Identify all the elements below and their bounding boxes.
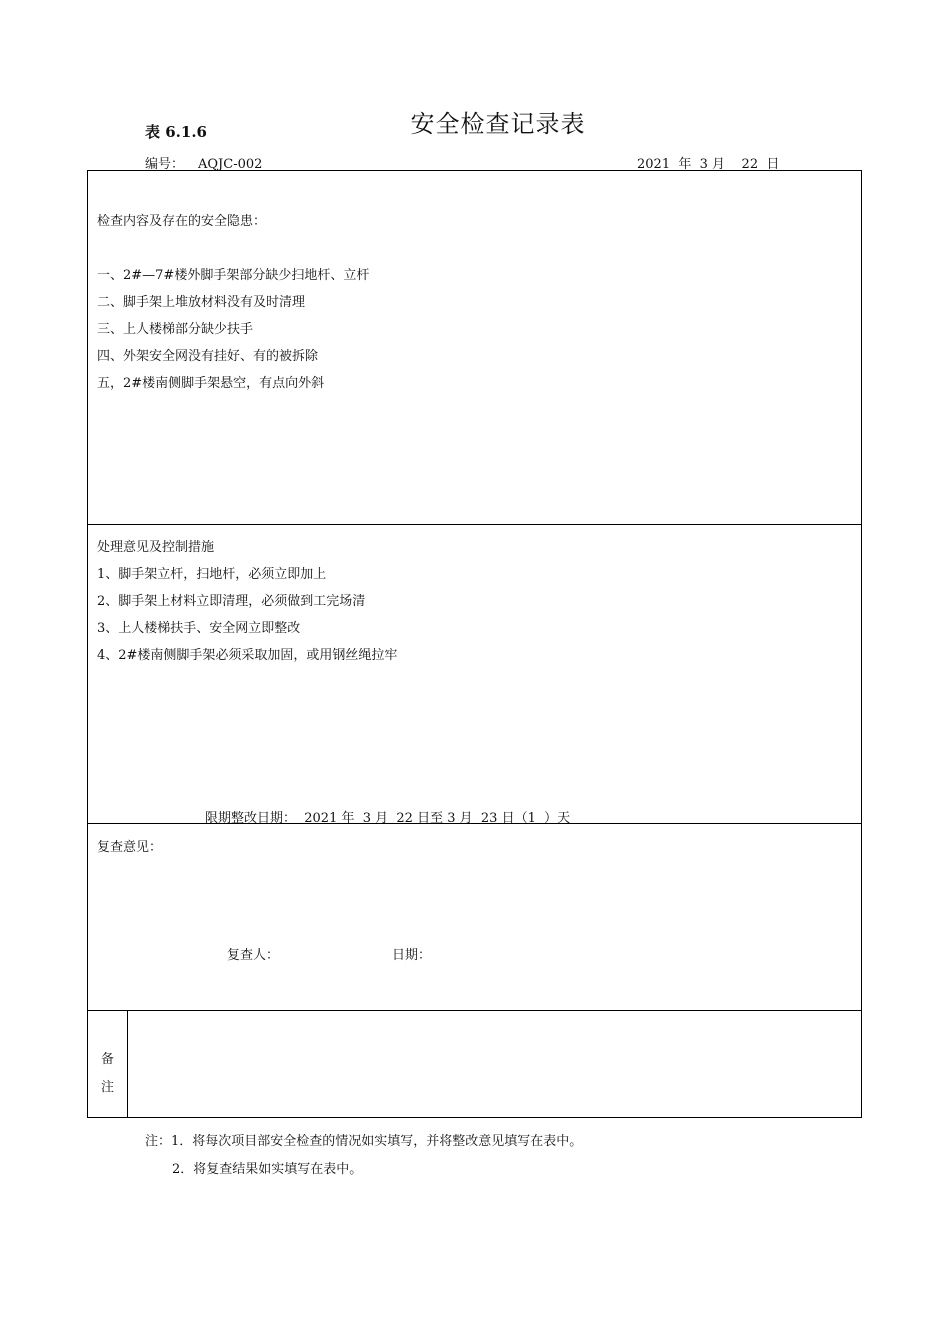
record-number-label: 编号：	[145, 157, 185, 172]
measure-item: 1、脚手架立杆，扫地杆，必须立即加上	[97, 567, 327, 582]
inspection-item: 一、2#—7#楼外脚手架部分缺少扫地杆、立杆	[97, 268, 370, 283]
measure-item: 4、2#楼南侧脚手架必须采取加固，或用钢丝绳拉牢	[97, 648, 398, 663]
measure-item: 2、脚手架上材料立即清理，必须做到工完场清	[97, 594, 366, 609]
remarks-column-divider	[127, 1010, 128, 1118]
page-title: 安全检查记录表	[410, 110, 586, 138]
footnote: 2．将复查结果如实填写在表中。	[172, 1162, 363, 1177]
row-divider-1	[87, 524, 862, 525]
record-date: 2021 年 3 月 22 日	[637, 157, 780, 172]
review-label: 复查意见：	[97, 840, 163, 855]
inspection-label: 检查内容及存在的安全隐患：	[97, 214, 267, 229]
remarks-label-char: 注	[101, 1080, 115, 1095]
remarks-label-char: 备	[101, 1052, 115, 1067]
inspection-item: 四、外架安全网没有挂好、有的被拆除	[97, 349, 319, 364]
row-divider-3	[87, 1010, 862, 1011]
inspection-item: 五，2#楼南侧脚手架悬空，有点向外斜	[97, 376, 325, 391]
record-number-value: AQJC-002	[198, 157, 263, 172]
review-date-label: 日期：	[392, 948, 432, 963]
measure-item: 3、上人楼梯扶手、安全网立即整改	[97, 621, 301, 636]
inspection-item: 三、上人楼梯部分缺少扶手	[97, 322, 254, 337]
rectification-deadline: 限期整改日期： 2021 年 3 月 22 日至 3 月 23 日（1 ）天	[205, 811, 571, 826]
inspection-item: 二、脚手架上堆放材料没有及时清理	[97, 295, 306, 310]
footnote: 注：1．将每次项目部安全检查的情况如实填写，并将整改意见填写在表中。	[145, 1134, 583, 1149]
measures-label: 处理意见及控制措施	[97, 540, 215, 555]
reviewer-label: 复查人：	[227, 948, 280, 963]
table-number: 表 6.1.6	[145, 123, 207, 141]
